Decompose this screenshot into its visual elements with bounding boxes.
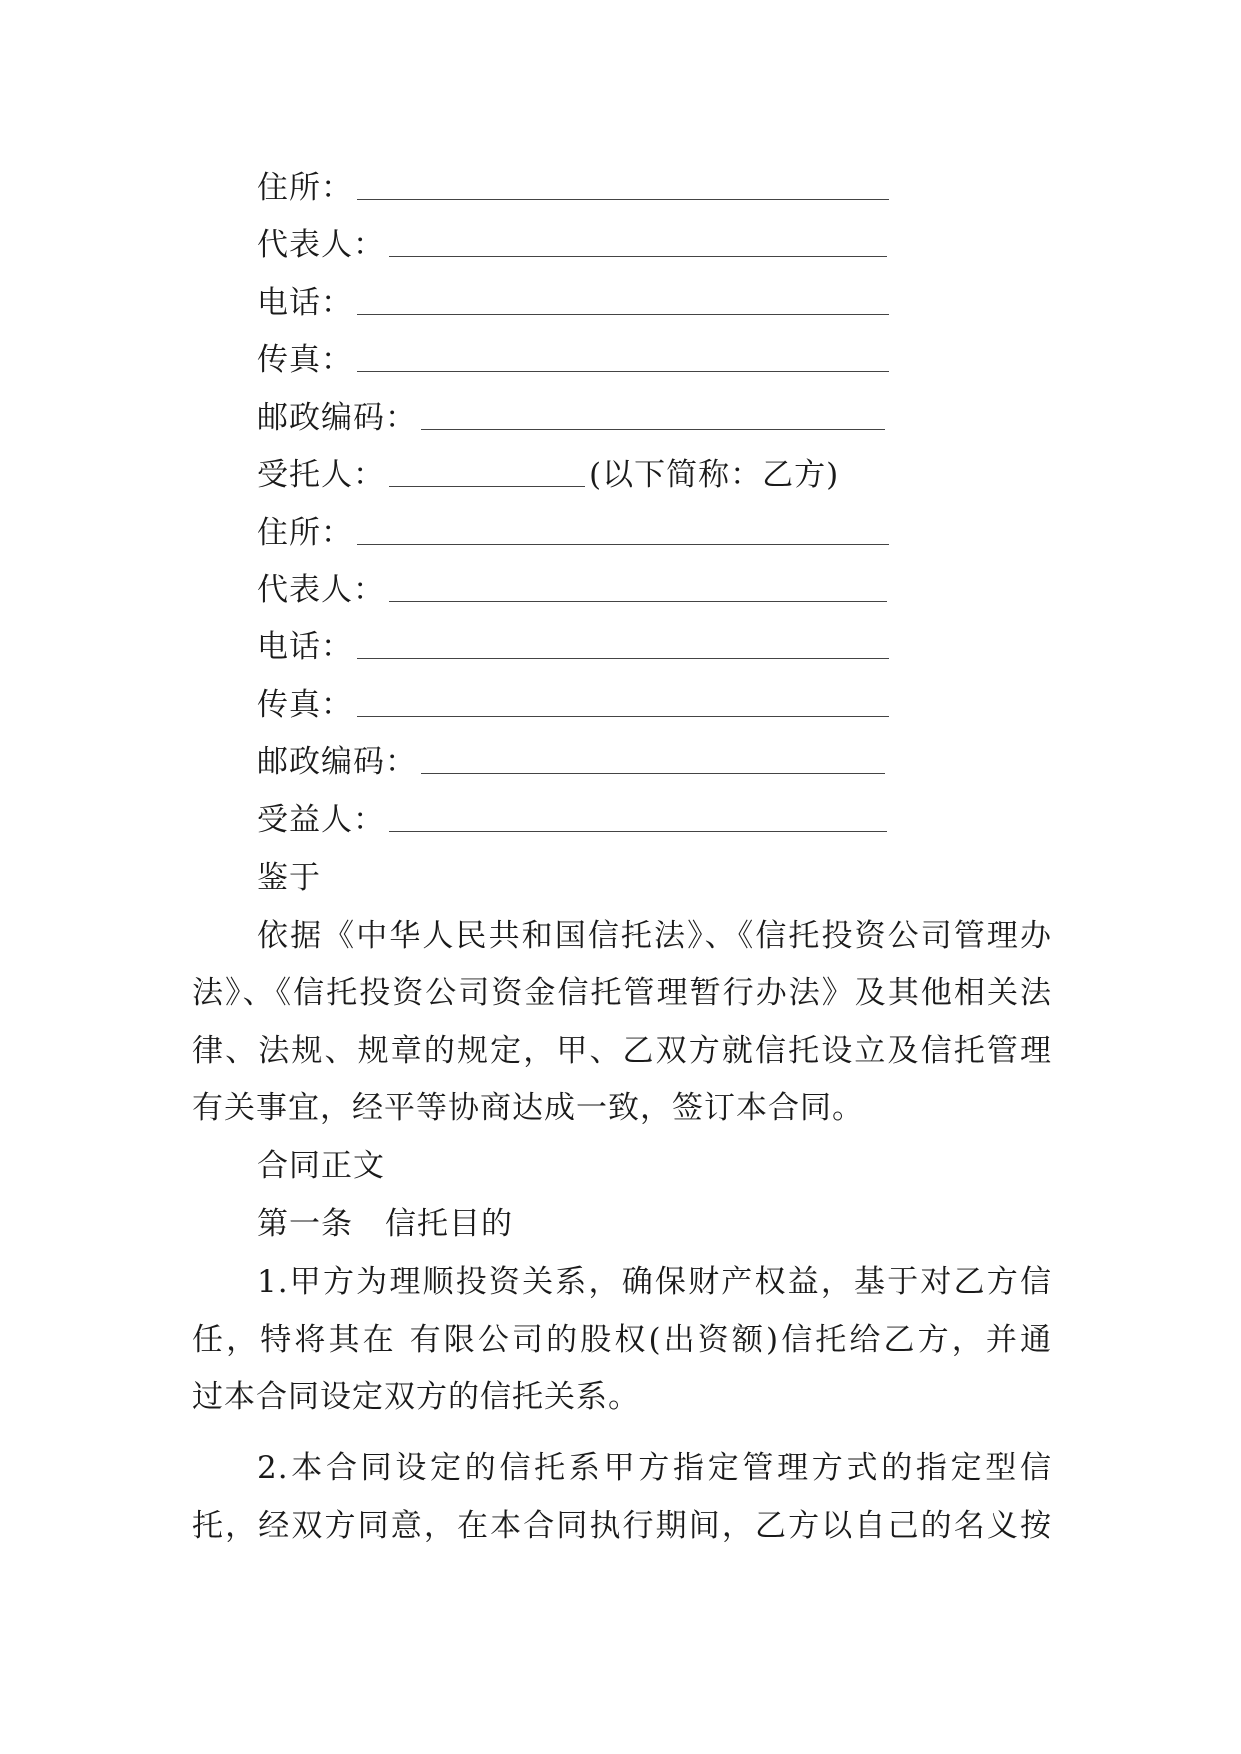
trustee-representative-field [257, 570, 887, 610]
field-label: 邮政编码： [257, 400, 417, 436]
preamble-line-2: 法》、《信托投资公司资金信托管理暂行办法》及其他相关法 [192, 975, 1052, 1011]
preamble-line-3: 律、法规、规章的规定，甲、乙双方就信托设立及信托管理 [192, 1033, 1052, 1069]
fill-in-blank[interactable] [357, 514, 889, 545]
settlor-postcode-field [257, 398, 885, 438]
field-label: 受益人： [257, 802, 385, 838]
fill-in-blank[interactable] [357, 169, 889, 200]
settlor-representative-field [257, 225, 887, 265]
fill-in-blank[interactable] [357, 628, 889, 659]
contract-body-heading: 合同正文 [257, 1148, 385, 1184]
field-label: 受托人： [257, 457, 385, 493]
fill-in-blank[interactable] [389, 226, 887, 257]
trustee-postcode-field [257, 742, 885, 782]
clause-1-line-1: 1.甲方为理顺投资关系，确保财产权益，基于对乙方信 [257, 1264, 1052, 1300]
whereas-heading: 鉴于 [257, 860, 321, 896]
trustee-abbreviation: (以下简称：乙方) [589, 457, 840, 493]
fill-in-blank[interactable] [421, 743, 885, 774]
trustee-phone-field [257, 627, 889, 667]
clause-2-line-2: 托，经双方同意，在本合同执行期间，乙方以自己的名义按 [192, 1508, 1052, 1544]
preamble-line-4: 有关事宜，经平等协商达成一致，签订本合同。 [192, 1090, 864, 1126]
field-label: 电话： [257, 285, 353, 321]
preamble-line-1: 依据《中华人民共和国信托法》、《信托投资公司管理办 [257, 918, 1052, 954]
field-label: 传真： [257, 687, 353, 723]
fill-in-blank[interactable] [357, 284, 889, 315]
field-label: 邮政编码： [257, 744, 417, 780]
settlor-address-field [257, 168, 889, 208]
clause-1-line-3: 过本合同设定双方的信托关系。 [192, 1379, 640, 1415]
trustee-address-field [257, 513, 889, 553]
trustee-field [257, 455, 839, 495]
settlor-phone-field [257, 283, 889, 323]
trustee-fax-field [257, 685, 889, 725]
fill-in-blank[interactable] [389, 456, 585, 487]
fill-in-blank[interactable] [357, 341, 889, 372]
fill-in-blank[interactable] [357, 686, 889, 717]
fill-in-blank[interactable] [421, 399, 885, 430]
field-label: 住所： [257, 170, 353, 206]
clause-1-line-2: 任，特将其在 有限公司的股权(出资额)信托给乙方，并通 [192, 1322, 1052, 1358]
field-label: 代表人： [257, 227, 385, 263]
beneficiary-field [257, 800, 887, 840]
field-label: 住所： [257, 515, 353, 551]
fill-in-blank[interactable] [389, 571, 887, 602]
field-label: 代表人： [257, 572, 385, 608]
fill-in-blank[interactable] [389, 801, 887, 832]
article-1-heading: 第一条 信托目的 [257, 1206, 513, 1242]
clause-2-line-1: 2.本合同设定的信托系甲方指定管理方式的指定型信 [257, 1450, 1052, 1486]
field-label: 传真： [257, 342, 353, 378]
settlor-fax-field [257, 340, 889, 380]
field-label: 电话： [257, 629, 353, 665]
